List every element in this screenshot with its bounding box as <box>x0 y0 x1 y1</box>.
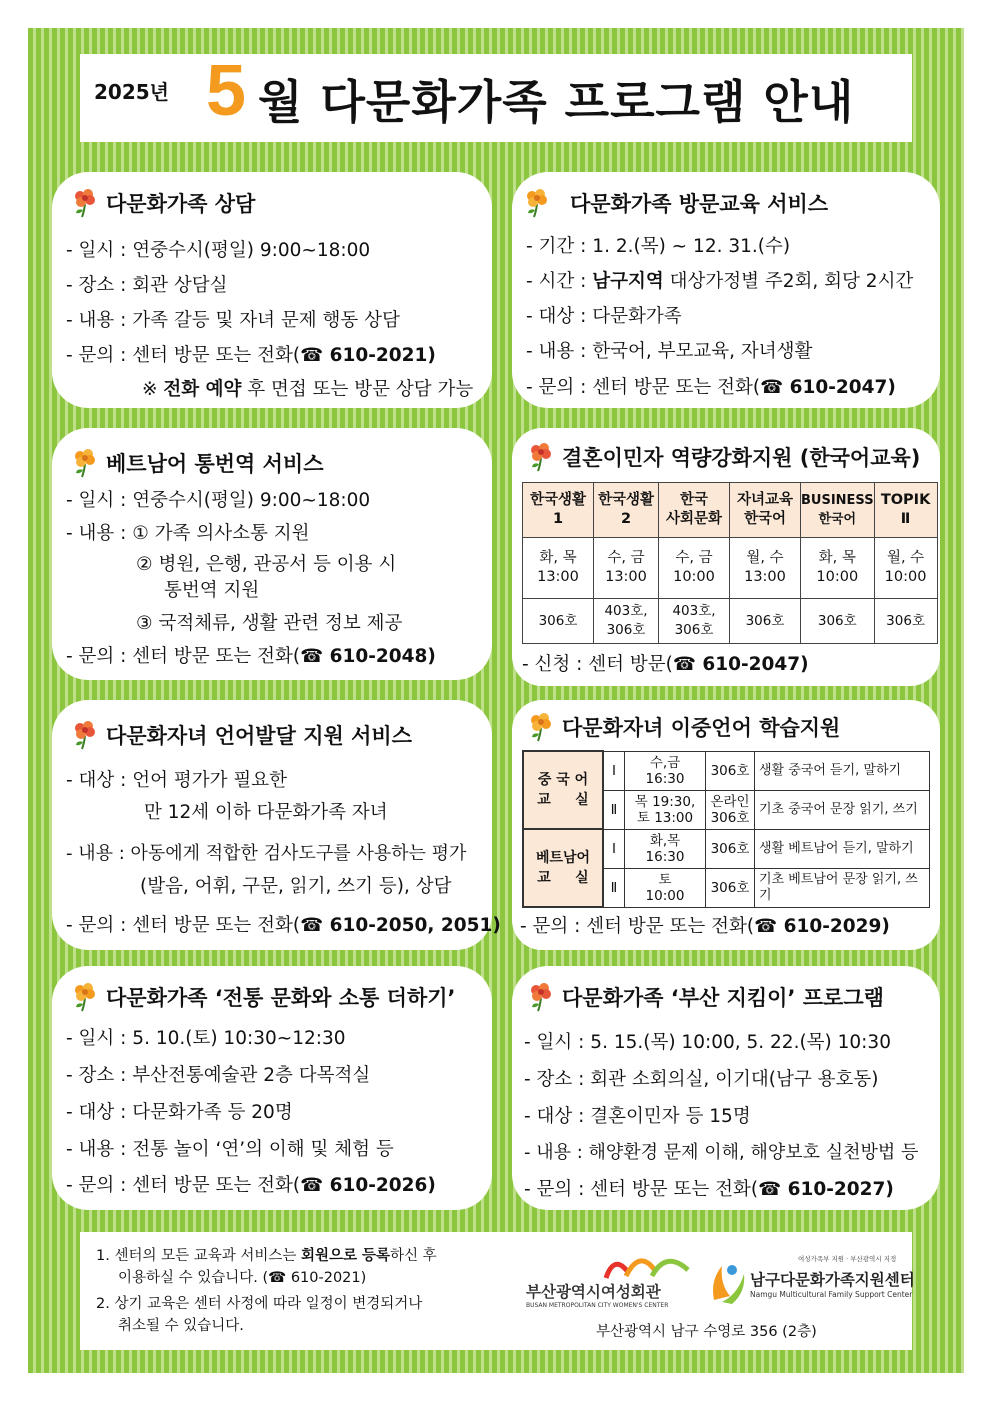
level: Ⅱ <box>603 790 625 829</box>
visit-contact: - 문의 : 센터 방문 또는 전화(☎ 610-2047) <box>526 377 896 398</box>
visit-target: - 대상 : 다문화가족 <box>526 306 682 327</box>
level: Ⅱ <box>603 868 625 907</box>
namgu-center-designation: 여성가족부 지원 · 부산광역시 지정 <box>798 1255 897 1263</box>
class-header: 한국생활 1 <box>523 483 594 538</box>
counsel-place: - 장소 : 회관 상담실 <box>66 275 228 296</box>
time: 목 19:30, 토 13:00 <box>625 790 706 829</box>
card-title: 다문화자녀 언어발달 지원 서비스 <box>106 724 412 748</box>
women-center-logo <box>526 1244 696 1314</box>
visit-period: - 기간 : 1. 2.(목) ~ 12. 31.(수) <box>526 236 791 257</box>
phone-number: ☎ 610-2047) <box>760 377 896 398</box>
card-language-development <box>52 700 501 950</box>
counsel-content: - 내용 : 가족 갈등 및 자녀 문제 행동 상담 <box>66 310 400 331</box>
class-room: 306호 <box>801 599 875 644</box>
busan-place: - 장소 : 회관 소회의실, 이기대(남구 용호동) <box>524 1069 879 1090</box>
level: Ⅰ <box>603 751 625 790</box>
time: 수,금 16:30 <box>625 751 706 790</box>
class-header: BUSINESS 한국어 <box>801 483 875 538</box>
viet-content-2: ② 병원, 은행, 관공서 등 이용 시 <box>136 554 397 575</box>
room: 306호 <box>706 868 755 907</box>
description: 생활 베트남어 듣기, 말하기 <box>755 829 930 868</box>
level: Ⅰ <box>603 829 625 868</box>
title-month: 5 <box>206 51 247 131</box>
card-visit <box>512 172 940 408</box>
class-time: 화, 목 10:00 <box>801 538 875 599</box>
lang-target-1: - 대상 : 언어 평가가 필요한 <box>66 770 288 791</box>
footer-note-1: 1. 센터의 모든 교육과 서비스는 회원으로 등록하신 후 <box>96 1248 437 1264</box>
title-banner <box>80 51 912 142</box>
busan-target: - 대상 : 결혼이민자 등 15명 <box>524 1106 751 1127</box>
class-header: 한국 사회문화 <box>659 483 730 538</box>
card-counsel <box>52 172 492 408</box>
footer-note-2b: 취소될 수 있습니다. <box>118 1318 244 1334</box>
card-title: 다문화가족 상담 <box>106 192 256 216</box>
viet-date: - 일시 : 연중수시(평일) 9:00~18:00 <box>66 490 371 511</box>
class-name: 중 국 어 교 실 <box>523 751 603 829</box>
visit-time: - 시간 : 남구지역 대상가정별 주2회, 회당 2시간 <box>526 271 914 292</box>
namgu-center-logo <box>708 1254 915 1316</box>
namgu-center-en: Namgu Multicultural Family Support Center <box>750 1290 913 1299</box>
lang-content-1: - 내용 : 아동에게 적합한 검사도구를 사용하는 평가 <box>66 843 467 864</box>
title-main: 월 다문화가족 프로그램 안내 <box>258 75 855 129</box>
flower-icon <box>526 442 556 472</box>
busan-date: - 일시 : 5. 15.(목) 10:00, 5. 22.(목) 10:30 <box>524 1032 891 1053</box>
flower-icon <box>70 188 100 218</box>
class-header: 한국생활 2 <box>594 483 659 538</box>
phone-number: ☎ 610-2048) <box>300 646 436 667</box>
table-row <box>523 829 930 868</box>
counsel-contact: - 문의 : 센터 방문 또는 전화(☎ 610-2021) <box>66 345 436 366</box>
tradition-contact: - 문의 : 센터 방문 또는 전화(☎ 610-2026) <box>66 1175 436 1196</box>
tradition-target: - 대상 : 다문화가족 등 20명 <box>66 1102 293 1123</box>
counsel-note: ※ 전화 예약 후 면접 또는 방문 상담 가능 <box>142 379 474 400</box>
phone-number: ☎ 610-2021) <box>300 345 436 366</box>
flower-icon <box>70 448 100 478</box>
marriage-apply: - 신청 : 센터 방문(☎ 610-2047) <box>522 654 809 675</box>
table-row <box>523 751 930 790</box>
card-tradition <box>52 966 492 1210</box>
class-room: 403호, 306호 <box>594 599 659 644</box>
busan-content: - 내용 : 해양환경 문제 이해, 해양보호 실천방법 등 <box>524 1142 919 1163</box>
description: 기초 중국어 문장 읽기, 쓰기 <box>755 790 930 829</box>
description: 기초 베트남어 문장 읽기, 쓰기 <box>755 868 930 907</box>
time: 화,목 16:30 <box>625 829 706 868</box>
address: 부산광역시 남구 수영로 356 (2층) <box>596 1324 817 1340</box>
phone-number: ☎ 610-2050, 2051) <box>300 915 501 936</box>
class-name: 베트남어 교 실 <box>523 829 603 907</box>
room: 온라인 306호 <box>706 790 755 829</box>
time: 토 10:00 <box>625 868 706 907</box>
rainbow-icon <box>602 1246 692 1280</box>
card-title: 다문화가족 ‘전통 문화와 소통 더하기’ <box>106 986 456 1010</box>
bilingual-table <box>522 750 930 908</box>
bilingual-contact: - 문의 : 센터 방문 또는 전화(☎ 610-2029) <box>520 916 890 937</box>
class-room: 306호 <box>874 599 937 644</box>
class-time: 월, 수 13:00 <box>730 538 801 599</box>
description: 생활 중국어 듣기, 말하기 <box>755 751 930 790</box>
card-bilingual <box>512 700 940 950</box>
flower-icon <box>526 712 556 742</box>
class-room: 306호 <box>523 599 594 644</box>
card-marriage-migrant <box>512 428 940 686</box>
title-year: 2025년 <box>94 80 169 104</box>
card-title: 결혼이민자 역량강화지원 (한국어교육) <box>562 446 921 470</box>
class-header: TOPIK Ⅱ <box>874 483 937 538</box>
footer-note-1b: 이용하실 수 있습니다. (☎ 610-2021) <box>118 1270 367 1286</box>
card-busan-guardian <box>512 966 940 1210</box>
counsel-date: - 일시 : 연중수시(평일) 9:00~18:00 <box>66 240 371 261</box>
phone-number: ☎ 610-2029) <box>754 916 890 937</box>
card-title: 다문화가족 ‘부산 지킴이’ 프로그램 <box>562 986 884 1010</box>
lang-content-2: (발음, 어휘, 구문, 읽기, 쓰기 등), 상담 <box>140 876 452 897</box>
flower-icon <box>526 982 556 1012</box>
visit-content: - 내용 : 한국어, 부모교육, 자녀생활 <box>526 341 813 362</box>
class-time: 화, 목 13:00 <box>523 538 594 599</box>
phone-number: ☎ 610-2027) <box>758 1179 894 1200</box>
room: 306호 <box>706 751 755 790</box>
class-room: 403호, 306호 <box>659 599 730 644</box>
footer-note-2: 2. 상기 교육은 센터 사정에 따라 일정이 변경되거나 <box>96 1296 423 1312</box>
room: 306호 <box>706 829 755 868</box>
card-title: 다문화자녀 이중언어 학습지원 <box>562 716 841 740</box>
flower-icon <box>70 720 100 750</box>
viet-content-2b: 통번역 지원 <box>164 580 260 601</box>
women-center-name: 부산광역시여성회관 <box>526 1283 661 1301</box>
flower-icon <box>522 188 552 218</box>
viet-content-1: - 내용 : ① 가족 의사소통 지원 <box>66 523 310 544</box>
class-time: 월, 수 10:00 <box>874 538 937 599</box>
flower-icon <box>70 982 100 1012</box>
lang-target-2: 만 12세 이하 다문화가족 자녀 <box>144 802 388 823</box>
namgu-center-name: 남구다문화가족지원센터 <box>750 1271 915 1289</box>
phone-number: ☎ 610-2026) <box>300 1175 436 1196</box>
card-title: 베트남어 통번역 서비스 <box>106 452 324 476</box>
phone-number: ☎ 610-2047) <box>672 654 809 675</box>
viet-contact: - 문의 : 센터 방문 또는 전화(☎ 610-2048) <box>66 646 436 667</box>
class-time: 수, 금 10:00 <box>659 538 730 599</box>
viet-content-3: ③ 국적체류, 생활 관련 정보 제공 <box>136 613 403 634</box>
footer <box>80 1232 915 1350</box>
tradition-content: - 내용 : 전통 놀이 ‘연’의 이해 및 체험 등 <box>66 1139 394 1160</box>
class-room: 306호 <box>730 599 801 644</box>
tradition-place: - 장소 : 부산전통예술관 2층 다목적실 <box>66 1065 371 1086</box>
korean-class-table <box>522 482 938 644</box>
card-title: 다문화가족 방문교육 서비스 <box>570 192 829 216</box>
class-header: 자녀교육 한국어 <box>730 483 801 538</box>
busan-contact: - 문의 : 센터 방문 또는 전화(☎ 610-2027) <box>524 1179 894 1200</box>
class-time: 수, 금 13:00 <box>594 538 659 599</box>
card-viet-interpretation <box>52 428 492 680</box>
women-center-en: BUSAN METROPOLITAN CITY WOMEN'S CENTER <box>526 1302 669 1309</box>
lang-contact: - 문의 : 센터 방문 또는 전화(☎ 610-2050, 2051) <box>66 915 501 936</box>
tradition-date: - 일시 : 5. 10.(토) 10:30~12:30 <box>66 1028 346 1049</box>
namgu-logo-icon <box>708 1260 748 1306</box>
